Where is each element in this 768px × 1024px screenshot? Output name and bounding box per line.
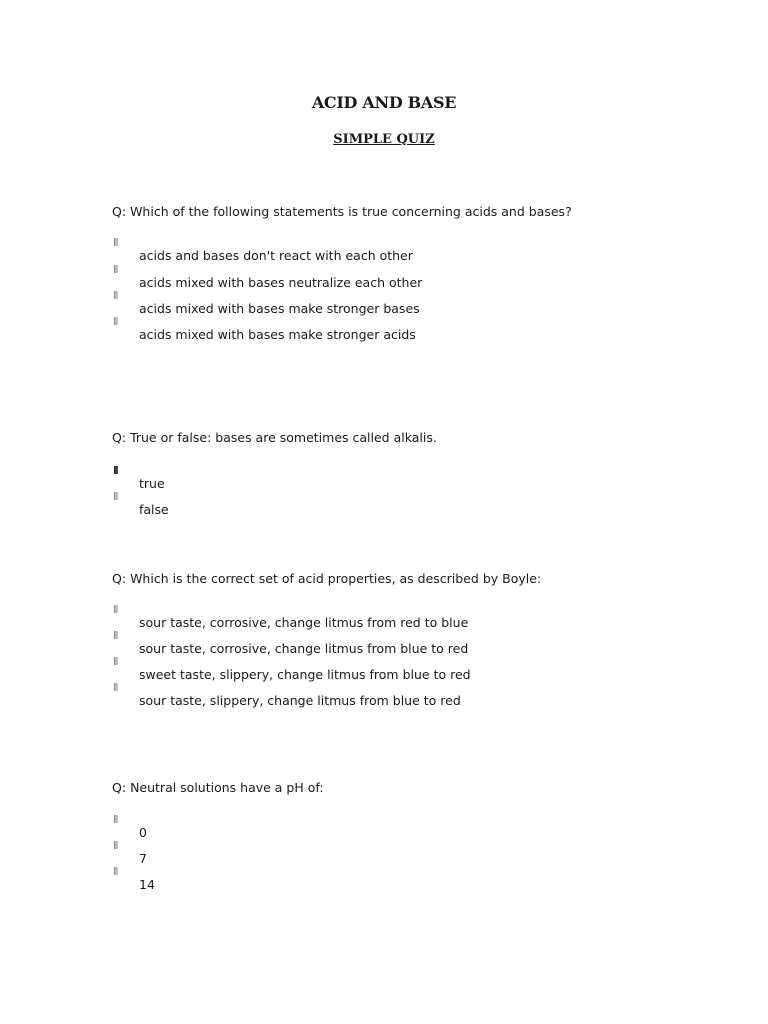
option-label: 7 — [139, 851, 147, 866]
radio-button[interactable] — [114, 605, 118, 613]
radio-button[interactable] — [114, 841, 118, 849]
question-4-option-2[interactable] — [112, 851, 672, 877]
option-label: sour taste, corrosive, change litmus from red to blue — [139, 615, 469, 630]
question-prefix: Q: — [112, 204, 127, 219]
option-label: acids and bases don't react with each other — [139, 248, 413, 263]
question-4-option-1[interactable] — [112, 825, 672, 851]
radio-button[interactable] — [114, 466, 118, 474]
document-subtitle: SIMPLE QUIZ — [333, 132, 435, 147]
question-3-option-4[interactable] — [112, 693, 672, 719]
option-label: sour taste, corrosive, change litmus from blue to red — [139, 641, 469, 656]
radio-button[interactable] — [114, 867, 118, 875]
question-prefix: Q: — [112, 780, 127, 795]
question-2 — [112, 430, 437, 445]
question-1-option-1[interactable] — [112, 248, 672, 274]
option-label: 0 — [139, 825, 147, 840]
question-3-option-2[interactable] — [112, 641, 672, 667]
option-label: sweet taste, slippery, change litmus from blue to red — [139, 667, 471, 682]
question-2-option-2[interactable] — [112, 502, 672, 528]
radio-button[interactable] — [114, 631, 118, 639]
question-prefix: Q: — [112, 430, 127, 445]
question-1 — [112, 204, 572, 219]
question-4 — [112, 780, 324, 795]
question-text: Which is the correct set of acid properties, as described by Boyle: — [130, 571, 542, 586]
radio-button[interactable] — [114, 238, 118, 246]
question-text: Neutral solutions have a pH of: — [130, 780, 324, 795]
question-text: Which of the following statements is true concerning acids and bases? — [130, 204, 572, 219]
radio-button[interactable] — [114, 683, 118, 691]
radio-button[interactable] — [114, 492, 118, 500]
option-label: acids mixed with bases neutralize each other — [139, 275, 423, 290]
question-prefix: Q: — [112, 571, 127, 586]
question-3-option-3[interactable] — [112, 667, 672, 693]
radio-button[interactable] — [114, 291, 118, 299]
question-1-option-4[interactable] — [112, 327, 672, 353]
document-title: ACID AND BASE — [311, 93, 457, 112]
radio-button[interactable] — [114, 657, 118, 665]
radio-button[interactable] — [114, 815, 118, 823]
question-4-option-3[interactable] — [112, 877, 672, 903]
radio-button[interactable] — [114, 265, 118, 273]
option-label: 14 — [139, 877, 155, 892]
question-3 — [112, 571, 541, 586]
question-1-option-2[interactable] — [112, 275, 672, 301]
question-2-option-1[interactable] — [112, 476, 672, 502]
option-label: true — [139, 476, 165, 491]
question-text: True or false: bases are sometimes called alkalis. — [130, 430, 437, 445]
option-label: acids mixed with bases make stronger bases — [139, 301, 420, 316]
question-3-option-1[interactable] — [112, 615, 672, 641]
option-label: false — [139, 502, 169, 517]
question-1-option-3[interactable] — [112, 301, 672, 327]
option-label: acids mixed with bases make stronger acids — [139, 327, 416, 342]
radio-button[interactable] — [114, 317, 118, 325]
option-label: sour taste, slippery, change litmus from blue to red — [139, 693, 461, 708]
